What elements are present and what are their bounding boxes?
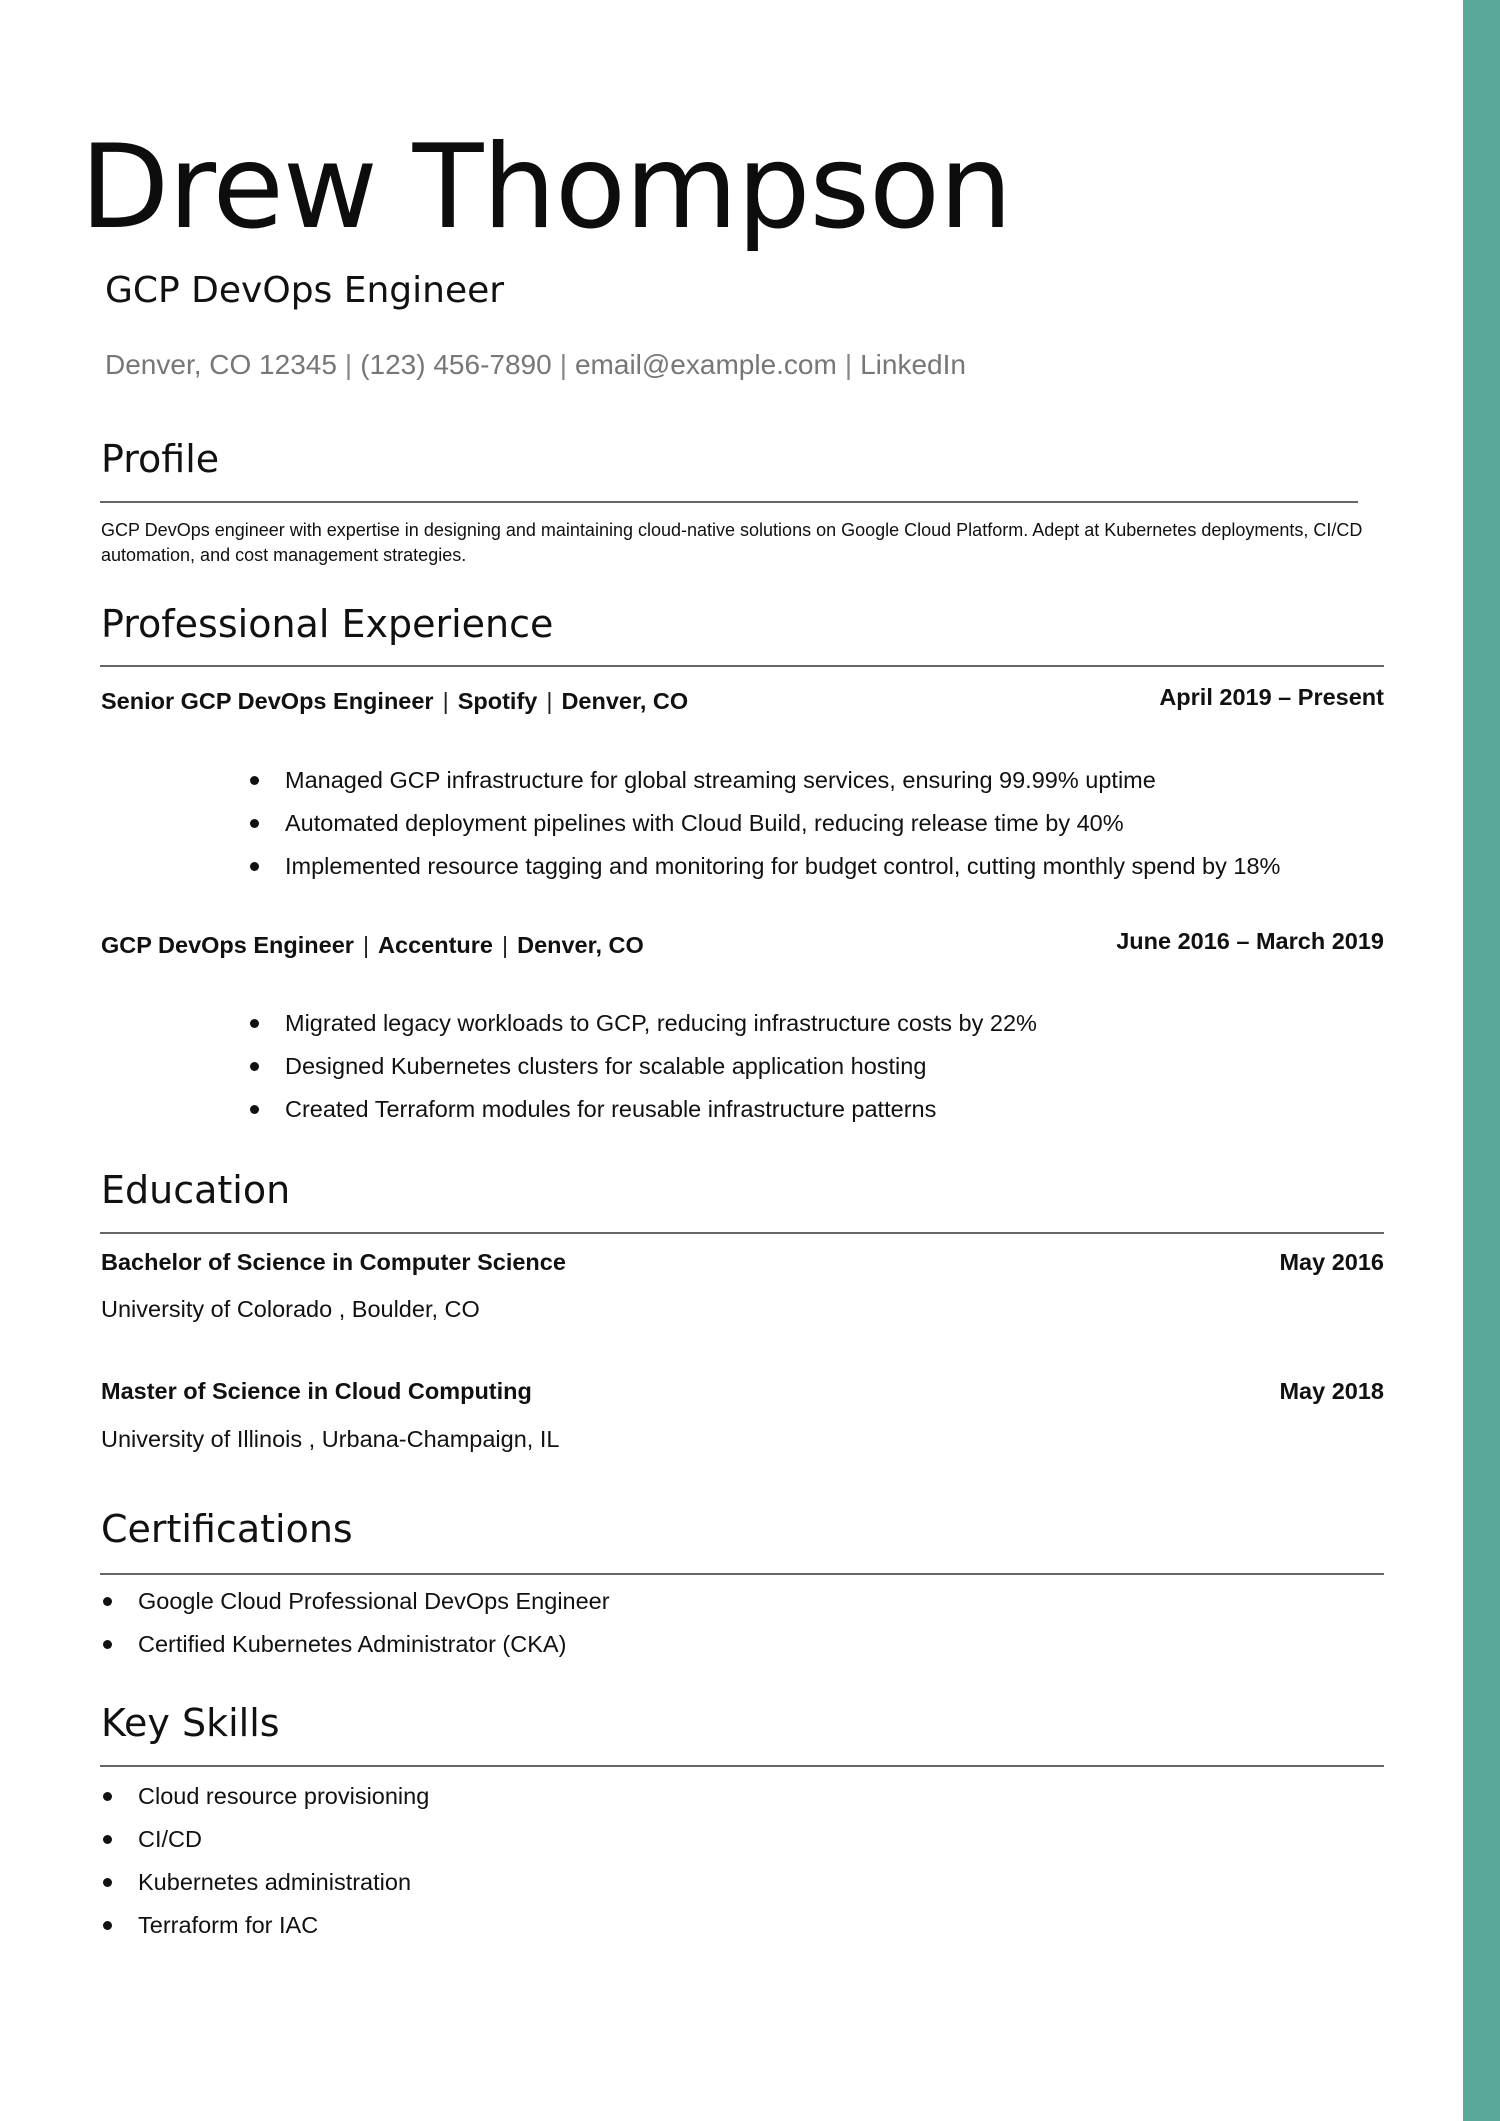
candidate-name: Drew Thompson (80, 120, 1012, 255)
education-date: May 2016 (1279, 1249, 1384, 1275)
list-item: Certified Kubernetes Administrator (CKA) (138, 1623, 610, 1666)
section-divider (100, 665, 1384, 667)
list-item: Automated deployment pipelines with Cloud Build, reducing release time by 40% (285, 802, 1280, 845)
skills-heading: Key Skills (101, 1701, 280, 1745)
separator: | (559, 349, 567, 380)
education-entry (101, 1374, 1384, 1408)
candidate-title: GCP DevOps Engineer (105, 270, 505, 311)
job-role: Senior GCP DevOps Engineer (101, 688, 434, 714)
list-item: Migrated legacy workloads to GCP, reducing infrastructure costs by 22% (285, 1002, 1037, 1045)
job-title-line (101, 684, 688, 718)
separator: | (442, 688, 449, 714)
section-divider (100, 501, 1358, 503)
separator: | (501, 932, 509, 958)
profile-text: GCP DevOps engineer with expertise in designing and maintaining cloud-native solutions on Google Cloud Platform. Adept at Kubernetes deployments, CI/CD automation, and cost management strategies. (101, 520, 1363, 565)
job-header (101, 684, 1384, 718)
list-item: Created Terraform modules for reusable infrastructure patterns (285, 1088, 1037, 1131)
section-divider (100, 1232, 1384, 1234)
education-school: University of Colorado , Boulder, CO (101, 1296, 480, 1322)
profile-heading: Profile (101, 437, 220, 481)
contact-email[interactable]: email@example.com (574, 349, 837, 380)
list-item: Cloud resource provisioning (138, 1775, 429, 1818)
education-school: University of Illinois , Urbana-Champaign, IL (101, 1426, 560, 1452)
job-dates: June 2016 – March 2019 (1116, 928, 1384, 954)
job-title-line (101, 928, 644, 962)
list-item: Kubernetes administration (138, 1861, 429, 1904)
experience-heading: Professional Experience (101, 602, 554, 646)
job-location: Denver, CO (517, 932, 644, 958)
job-dates: April 2019 – Present (1159, 684, 1384, 710)
certifications-heading: Certifications (101, 1507, 353, 1551)
separator: | (344, 349, 353, 380)
list-item: Google Cloud Professional DevOps Engineer (138, 1580, 610, 1623)
separator: | (362, 932, 370, 958)
list-item: Implemented resource tagging and monitoring for budget control, cutting monthly spend by 18% (285, 845, 1280, 888)
accent-side-bar (1463, 0, 1500, 2121)
contact-address: Denver, CO 12345 (105, 349, 337, 380)
contact-linkedin-link[interactable]: LinkedIn (860, 349, 966, 380)
skills-list (138, 1775, 429, 1947)
job-bullet-list (285, 759, 1280, 888)
job-role: GCP DevOps Engineer (101, 932, 354, 958)
job-company: Spotify (457, 688, 538, 714)
list-item: Designed Kubernetes clusters for scalable application hosting (285, 1045, 1037, 1088)
contact-line (105, 345, 966, 385)
contact-phone: (123) 456-7890 (360, 349, 552, 380)
list-item: Terraform for IAC (138, 1904, 429, 1947)
education-degree: Bachelor of Science in Computer Science (101, 1249, 566, 1275)
education-degree: Master of Science in Cloud Computing (101, 1378, 532, 1404)
separator: | (546, 688, 553, 714)
education-heading: Education (101, 1168, 291, 1212)
job-company: Accenture (378, 932, 493, 958)
separator: | (844, 349, 853, 380)
education-date: May 2018 (1279, 1378, 1384, 1404)
certifications-list (138, 1580, 610, 1666)
list-item: CI/CD (138, 1818, 429, 1861)
list-item: Managed GCP infrastructure for global streaming services, ensuring 99.99% uptime (285, 759, 1280, 802)
education-entry (101, 1245, 1384, 1279)
section-divider (100, 1765, 1384, 1767)
section-divider (100, 1573, 1384, 1575)
job-header (101, 928, 1384, 962)
job-bullet-list (285, 1002, 1037, 1131)
job-location: Denver, CO (561, 688, 689, 714)
